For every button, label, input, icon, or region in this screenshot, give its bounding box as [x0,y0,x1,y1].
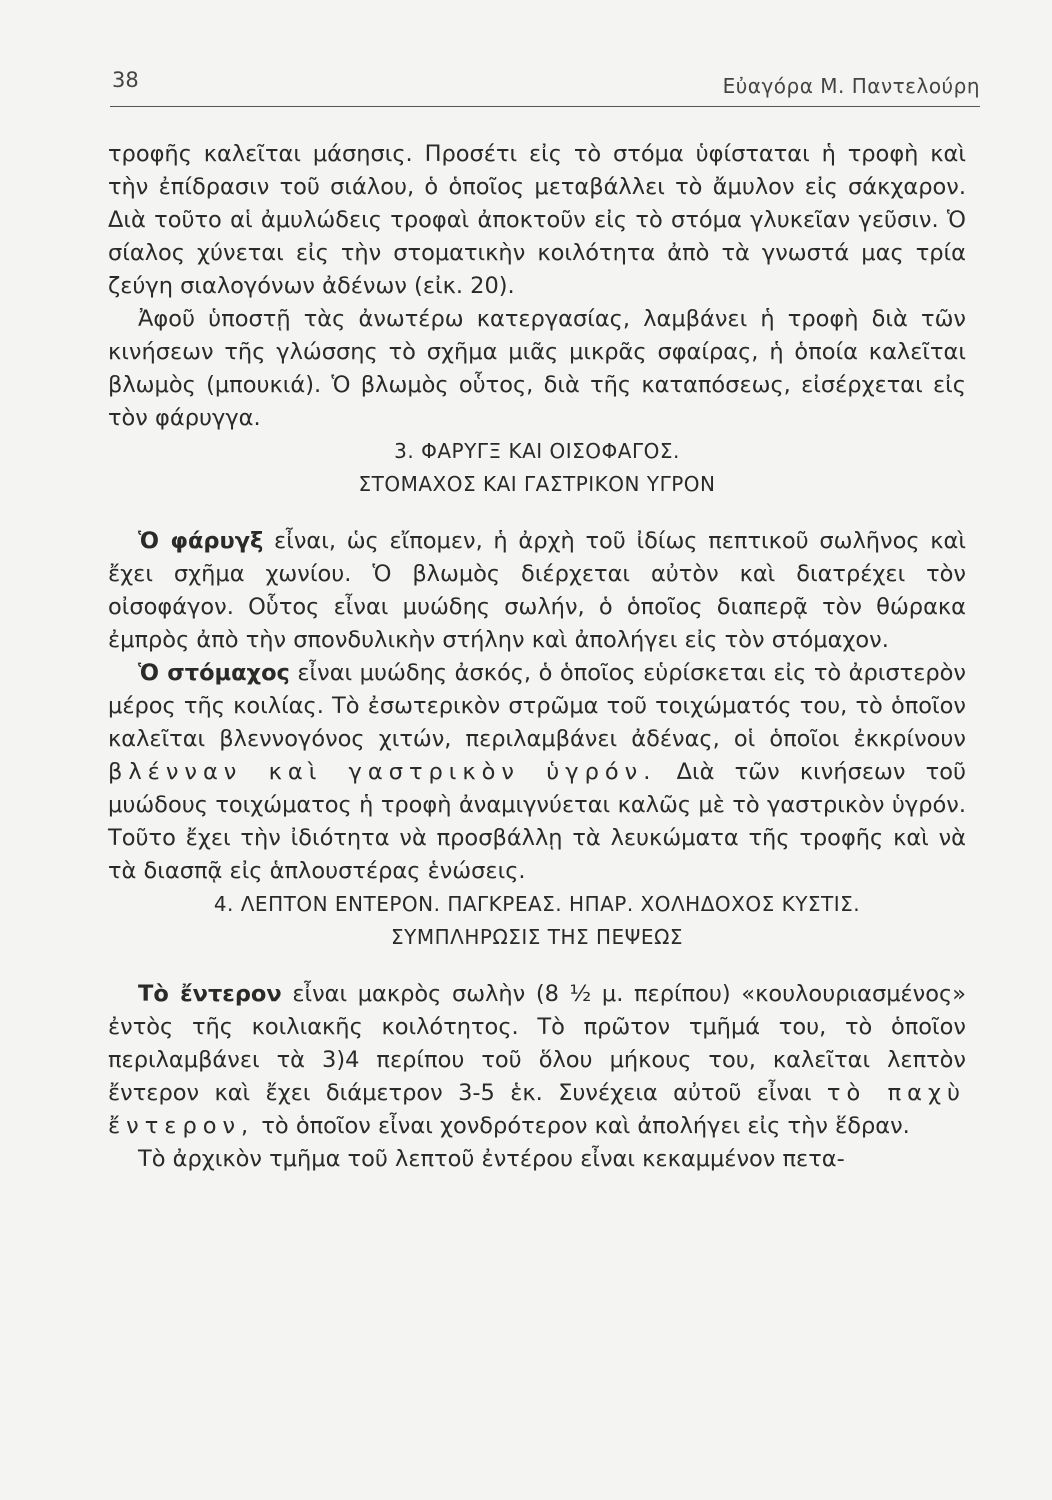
section-3-heading-line2: ΣΤΟΜΑΧΟΣ ΚΑΙ ΓΑΣΤΡΙΚΟΝ ΥΓΡΟΝ [358,472,716,496]
section-4-heading-line2: ΣΥΜΠΛΗΡΩΣΙΣ ΤΗΣ ΠΕΨΕΩΣ [391,925,683,949]
section-3-heading-line1: 3. ΦΑΡΥΓΞ ΚΑΙ ΟΙΣΟΦΑΓΟΣ. [394,439,680,463]
stomach-text-a: εἶναι μυώδης ἀσκός, ὁ ὁποῖος εὑρίσκεται εἰς τὸ ἀριστερὸν μέρος τῆς κοιλίας. Τὸ ἐσωτερικὸν στρῶμα τοῦ τοιχώματός του, τὸ ὁποῖον καλεῖται βλεννογόνος χιτών, περιλαμβάνει ἀδένας, οἱ ὁποῖοι ἐκκρίνουν [108,660,966,752]
page-number: 38 [112,68,139,92]
term-stomach: Ὁ στόμαχος [138,660,290,686]
paragraph-last: Τὸ ἀρχικὸν τμῆμα τοῦ λεπτοῦ ἐντέρου εἶναι κεκαμμένον πετα- [138,1146,845,1172]
paragraph-2: Ἀφοῦ ὑποστῇ τὰς ἀνωτέρω κατεργασίας, λαμβάνει ἡ τροφὴ διὰ τῶν κινήσεων τῆς γλώσσης τὸ σχῆμα μιᾶς μικρᾶς σφαίρας, ἡ ὁποία καλεῖται βλωμὸς (μπουκιά). Ὁ βλωμὸς οὗτος, διὰ τῆς καταπόσεως, εἰσέρχεται εἰς τὸν φάρυγγα. [108,306,966,431]
body-text [108,138,966,1176]
paragraph-1: τροφῆς καλεῖται μάσησις. Προσέτι εἰς τὸ στόμα ὑφίσταται ἡ τροφὴ καὶ τὴν ἐπίδρασιν τοῦ σιάλου, ὁ ὁποῖος μεταβάλλει τὸ ἄμυλον εἰς σάκχαρον. Διὰ τοῦτο αἱ ἀμυλώδεις τροφαὶ ἀποκτοῦν εἰς τὸ στόμα γλυκεῖαν γεῦσιν. Ὁ σίαλος χύνεται εἰς τὴν στοματικὴν κοιλότητα ἀπὸ τὰ γνωστά μας τρία ζεύγη σιαλογόνων ἀδένων (εἰκ. 20). [108,141,966,299]
intestine-text-a: εἶναι μακρὸς σωλὴν (8 ½ μ. περίπου) «κουλουριασμένος» ἐντὸς τῆς κοιλιακῆς κοιλότητος. Τὸ πρῶτον τμῆμά του, τὸ ὁποῖον περιλαμβάνει τὰ 3)4 περίπου τοῦ ὅλου μήκους του, καλεῖται λεπτὸν ἔντερον καὶ ἔχει διάμετρον 3-5 ἑκ. Συνέχεια αὐτοῦ εἶναι [108,981,966,1106]
running-head: Εὐαγόρα Μ. Παντελούρη [722,74,980,98]
section-4-heading-line1: 4. ΛΕΠΤΟΝ ΕΝΤΕΡΟΝ. ΠΑΓΚΡΕΑΣ. ΗΠΑΡ. ΧΟΛΗΔΟΧΟΣ ΚΥΣΤΙΣ. [213,892,861,916]
page-header [110,66,980,107]
paragraph-intestine [108,978,966,1143]
term-pharynx: Ὁ φάρυγξ [138,528,264,554]
pharynx-text: εἶναι, ὡς εἴπομεν, ἡ ἀρχὴ τοῦ ἰδίως πεπτικοῦ σωλῆνος καὶ ἔχει σχῆμα χωνίου. Ὁ βλωμὸς διέρχεται αὐτὸν καὶ διατρέχει τὸν οἰσοφάγον. Οὗτος εἶναι μυώδης σωλήν, ὁ ὁποῖος διαπερᾷ τὸν θώρακα ἐμπρὸς ἀπὸ τὴν σπονδυλικὴν στήλην καὶ ἀπολήγει εἰς τὸν στόμαχον. [108,528,966,653]
intestine-text-b: τὸ ὁποῖον εἶναι χονδρότερον καὶ ἀπολήγει εἰς τὴν ἕδραν. [254,1113,910,1139]
stomach-text-b: Διὰ τῶν κινήσεων τοῦ μυώδους τοιχώματος ἡ τροφὴ ἀναμιγνύεται καλῶς μὲ τὸ γαστρικὸν ὑγρόν. Τοῦτο ἔχει τὴν ἰδιότητα νὰ προσβάλλῃ τὰ λευκώματα τῆς τροφῆς καὶ νὰ τὰ διασπᾷ εἰς ἁπλουστέρας ἑνώσεις. [108,759,966,884]
intestine-spaced-text: τὸ παχὺ ἔντερον, [108,1080,966,1139]
paragraph-stomach [108,657,966,888]
term-intestine: Τὸ ἔντερον [138,981,282,1007]
paragraph-pharynx [108,525,966,657]
stomach-spaced-text: βλένναν καὶ γαστρικὸν ὑγρόν. [108,759,657,785]
